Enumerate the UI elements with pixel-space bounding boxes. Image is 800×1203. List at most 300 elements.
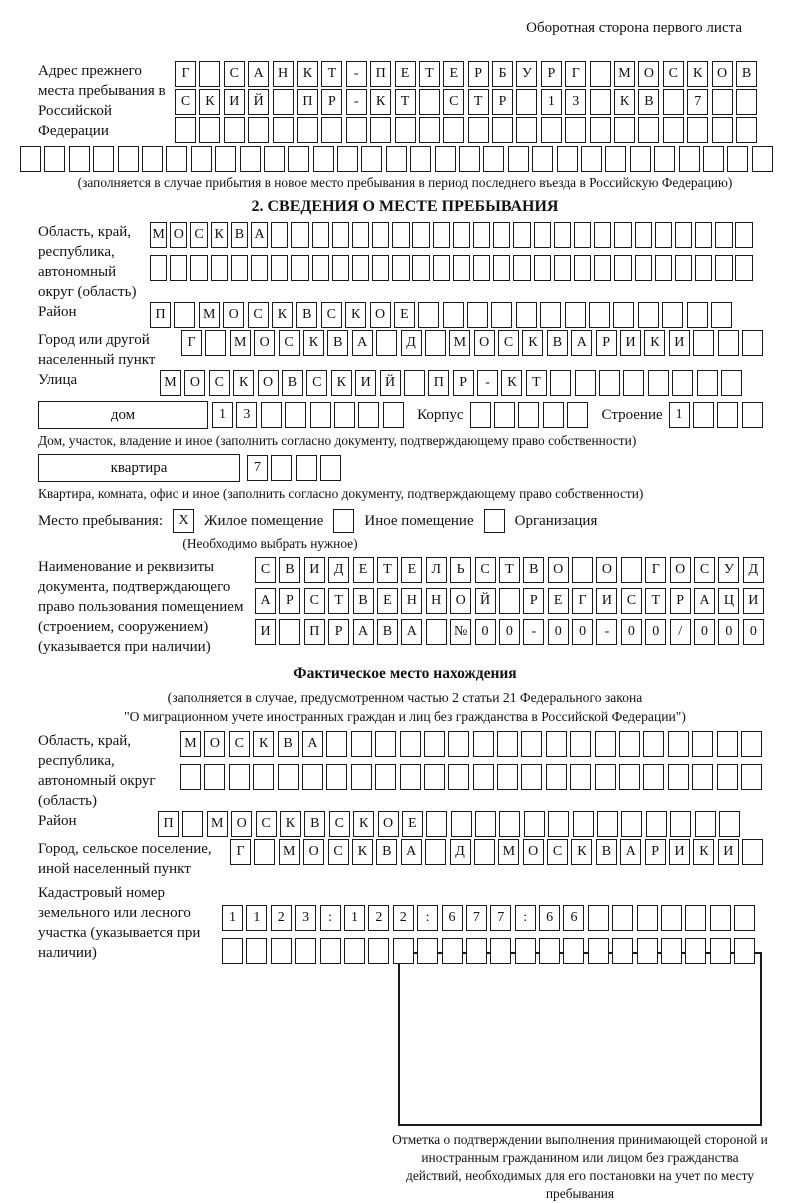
char-cell[interactable] — [715, 255, 732, 281]
char-cell[interactable] — [93, 146, 114, 172]
char-cell[interactable] — [619, 764, 640, 790]
char-cell[interactable] — [693, 330, 714, 356]
char-cell[interactable] — [443, 117, 464, 143]
char-cell[interactable]: С — [621, 588, 642, 614]
char-cell[interactable]: 2 — [368, 905, 389, 931]
char-cell[interactable]: Р — [328, 619, 349, 645]
char-cell[interactable]: К — [352, 839, 373, 865]
char-cell[interactable]: А — [302, 731, 323, 757]
char-cell[interactable] — [271, 938, 292, 964]
checkbox-other-premises[interactable] — [333, 509, 354, 533]
char-cell[interactable]: Е — [394, 302, 415, 328]
char-cell[interactable] — [425, 839, 446, 865]
char-cell[interactable]: В — [353, 588, 374, 614]
char-cell[interactable] — [361, 146, 382, 172]
char-cell[interactable] — [614, 222, 631, 248]
char-cell[interactable]: Р — [468, 61, 489, 87]
char-cell[interactable]: - — [596, 619, 617, 645]
char-cell[interactable]: С — [304, 588, 325, 614]
char-cell[interactable] — [490, 938, 511, 964]
char-cell[interactable] — [516, 117, 537, 143]
char-cell[interactable]: А — [571, 330, 592, 356]
char-cell[interactable]: С — [321, 302, 342, 328]
char-cell[interactable] — [142, 146, 163, 172]
char-cell[interactable]: 3 — [295, 905, 316, 931]
char-cell[interactable] — [567, 402, 588, 428]
char-cell[interactable] — [483, 146, 504, 172]
char-cell[interactable] — [638, 302, 659, 328]
char-cell[interactable]: С — [663, 61, 684, 87]
char-cell[interactable] — [550, 370, 571, 396]
char-cell[interactable]: И — [304, 557, 325, 583]
char-cell[interactable] — [419, 89, 440, 115]
char-cell[interactable]: 1 — [344, 905, 365, 931]
char-cell[interactable] — [675, 222, 692, 248]
char-cell[interactable]: О — [184, 370, 205, 396]
char-cell[interactable] — [570, 731, 591, 757]
char-cell[interactable]: А — [248, 61, 269, 87]
char-cell[interactable] — [426, 811, 447, 837]
char-cell[interactable] — [648, 370, 669, 396]
char-cell[interactable] — [741, 731, 762, 757]
char-cell[interactable]: Й — [380, 370, 401, 396]
char-cell[interactable]: 0 — [645, 619, 666, 645]
char-cell[interactable]: Т — [526, 370, 547, 396]
char-cell[interactable]: 6 — [563, 905, 584, 931]
char-cell[interactable] — [190, 255, 207, 281]
char-cell[interactable]: А — [401, 839, 422, 865]
char-cell[interactable] — [534, 222, 551, 248]
char-cell[interactable] — [418, 302, 439, 328]
char-cell[interactable]: Е — [402, 811, 423, 837]
char-cell[interactable] — [497, 731, 518, 757]
char-cell[interactable] — [313, 146, 334, 172]
char-cell[interactable] — [370, 117, 391, 143]
char-cell[interactable] — [224, 117, 245, 143]
char-cell[interactable]: В — [377, 619, 398, 645]
char-cell[interactable] — [475, 811, 496, 837]
char-cell[interactable] — [453, 255, 470, 281]
char-cell[interactable] — [695, 811, 716, 837]
char-cell[interactable] — [393, 938, 414, 964]
char-cell[interactable]: Д — [328, 557, 349, 583]
char-cell[interactable] — [712, 117, 733, 143]
char-cell[interactable] — [264, 146, 285, 172]
char-cell[interactable]: И — [718, 839, 739, 865]
house-box[interactable] — [38, 401, 208, 429]
char-cell[interactable]: С — [279, 330, 300, 356]
char-cell[interactable]: К — [345, 302, 366, 328]
char-cell[interactable] — [623, 370, 644, 396]
char-cell[interactable]: М — [150, 222, 167, 248]
char-cell[interactable] — [721, 370, 742, 396]
char-cell[interactable] — [425, 330, 446, 356]
char-cell[interactable]: 1 — [222, 905, 243, 931]
char-cell[interactable]: : — [320, 905, 341, 931]
char-cell[interactable]: 2 — [271, 905, 292, 931]
char-cell[interactable]: С — [175, 89, 196, 115]
char-cell[interactable]: О — [223, 302, 244, 328]
char-cell[interactable] — [687, 302, 708, 328]
char-cell[interactable]: О — [204, 731, 225, 757]
char-cell[interactable] — [386, 146, 407, 172]
char-cell[interactable] — [296, 455, 317, 481]
char-cell[interactable]: Т — [468, 89, 489, 115]
char-cell[interactable] — [612, 905, 633, 931]
char-cell[interactable]: М — [207, 811, 228, 837]
char-cell[interactable] — [199, 117, 220, 143]
char-cell[interactable] — [473, 222, 490, 248]
char-cell[interactable]: О — [670, 557, 691, 583]
char-cell[interactable] — [735, 255, 752, 281]
char-cell[interactable] — [254, 839, 275, 865]
char-cell[interactable]: К — [693, 839, 714, 865]
char-cell[interactable] — [554, 255, 571, 281]
char-cell[interactable] — [546, 731, 567, 757]
char-cell[interactable]: 0 — [572, 619, 593, 645]
char-cell[interactable]: И — [669, 330, 690, 356]
char-cell[interactable]: О — [378, 811, 399, 837]
char-cell[interactable]: Г — [181, 330, 202, 356]
char-cell[interactable] — [594, 222, 611, 248]
char-cell[interactable]: С — [329, 811, 350, 837]
char-cell[interactable]: С — [255, 557, 276, 583]
char-cell[interactable]: С — [475, 557, 496, 583]
char-cell[interactable]: Н — [401, 588, 422, 614]
char-cell[interactable]: Л — [426, 557, 447, 583]
char-cell[interactable]: Е — [353, 557, 374, 583]
char-cell[interactable] — [741, 764, 762, 790]
char-cell[interactable] — [541, 117, 562, 143]
char-cell[interactable] — [614, 255, 631, 281]
char-cell[interactable] — [229, 764, 250, 790]
char-cell[interactable]: В — [523, 557, 544, 583]
char-cell[interactable]: О — [370, 302, 391, 328]
char-cell[interactable] — [675, 255, 692, 281]
char-cell[interactable] — [166, 146, 187, 172]
char-cell[interactable] — [574, 255, 591, 281]
char-cell[interactable]: А — [401, 619, 422, 645]
char-cell[interactable]: М — [498, 839, 519, 865]
char-cell[interactable]: С — [547, 839, 568, 865]
char-cell[interactable] — [516, 302, 537, 328]
char-cell[interactable] — [205, 330, 226, 356]
char-cell[interactable] — [417, 938, 438, 964]
char-cell[interactable]: Ц — [718, 588, 739, 614]
char-cell[interactable]: 3 — [236, 402, 257, 428]
char-cell[interactable] — [334, 402, 355, 428]
char-cell[interactable]: Т — [377, 557, 398, 583]
char-cell[interactable] — [710, 905, 731, 931]
char-cell[interactable] — [351, 731, 372, 757]
char-cell[interactable] — [20, 146, 41, 172]
char-cell[interactable] — [468, 117, 489, 143]
char-cell[interactable] — [635, 255, 652, 281]
char-cell[interactable]: О — [474, 330, 495, 356]
char-cell[interactable] — [395, 117, 416, 143]
char-cell[interactable] — [613, 302, 634, 328]
char-cell[interactable]: 0 — [548, 619, 569, 645]
char-cell[interactable]: Ь — [450, 557, 471, 583]
char-cell[interactable]: Р — [279, 588, 300, 614]
char-cell[interactable] — [222, 938, 243, 964]
char-cell[interactable]: Р — [453, 370, 474, 396]
char-cell[interactable]: Д — [743, 557, 764, 583]
char-cell[interactable] — [546, 764, 567, 790]
char-cell[interactable] — [637, 938, 658, 964]
char-cell[interactable]: У — [516, 61, 537, 87]
char-cell[interactable]: А — [694, 588, 715, 614]
char-cell[interactable]: Р — [523, 588, 544, 614]
char-cell[interactable] — [594, 255, 611, 281]
char-cell[interactable] — [273, 117, 294, 143]
char-cell[interactable]: 0 — [499, 619, 520, 645]
char-cell[interactable] — [271, 455, 292, 481]
char-cell[interactable]: К — [233, 370, 254, 396]
char-cell[interactable] — [581, 146, 602, 172]
char-cell[interactable]: Р — [541, 61, 562, 87]
char-cell[interactable] — [466, 938, 487, 964]
char-cell[interactable]: 2 — [393, 905, 414, 931]
char-cell[interactable]: В — [736, 61, 757, 87]
char-cell[interactable] — [376, 330, 397, 356]
char-cell[interactable] — [459, 146, 480, 172]
char-cell[interactable]: О — [303, 839, 324, 865]
char-cell[interactable]: К — [522, 330, 543, 356]
char-cell[interactable]: П — [150, 302, 171, 328]
char-cell[interactable]: В — [547, 330, 568, 356]
char-cell[interactable] — [285, 402, 306, 428]
char-cell[interactable] — [383, 402, 404, 428]
char-cell[interactable] — [637, 905, 658, 931]
char-cell[interactable]: А — [352, 330, 373, 356]
char-cell[interactable] — [321, 117, 342, 143]
char-cell[interactable] — [736, 117, 757, 143]
char-cell[interactable] — [752, 146, 773, 172]
char-cell[interactable] — [326, 764, 347, 790]
char-cell[interactable]: Г — [572, 588, 593, 614]
char-cell[interactable] — [736, 89, 757, 115]
char-cell[interactable] — [595, 764, 616, 790]
char-cell[interactable] — [261, 402, 282, 428]
char-cell[interactable] — [302, 764, 323, 790]
char-cell[interactable] — [337, 146, 358, 172]
char-cell[interactable] — [518, 402, 539, 428]
char-cell[interactable] — [612, 938, 633, 964]
char-cell[interactable] — [703, 146, 724, 172]
char-cell[interactable]: С — [209, 370, 230, 396]
char-cell[interactable] — [513, 255, 530, 281]
char-cell[interactable] — [435, 146, 456, 172]
char-cell[interactable]: Т — [328, 588, 349, 614]
char-cell[interactable]: Т — [419, 61, 440, 87]
char-cell[interactable]: Т — [395, 89, 416, 115]
char-cell[interactable] — [493, 222, 510, 248]
char-cell[interactable] — [672, 370, 693, 396]
char-cell[interactable]: С — [694, 557, 715, 583]
char-cell[interactable]: К — [297, 61, 318, 87]
char-cell[interactable]: К — [501, 370, 522, 396]
char-cell[interactable] — [590, 61, 611, 87]
char-cell[interactable]: С — [190, 222, 207, 248]
char-cell[interactable]: 0 — [694, 619, 715, 645]
char-cell[interactable]: И — [743, 588, 764, 614]
char-cell[interactable] — [150, 255, 167, 281]
char-cell[interactable]: В — [638, 89, 659, 115]
char-cell[interactable] — [404, 370, 425, 396]
char-cell[interactable]: Р — [321, 89, 342, 115]
char-cell[interactable] — [565, 302, 586, 328]
char-cell[interactable]: М — [160, 370, 181, 396]
char-cell[interactable] — [717, 402, 738, 428]
char-cell[interactable]: 6 — [539, 905, 560, 931]
char-cell[interactable]: К — [253, 731, 274, 757]
char-cell[interactable]: К — [280, 811, 301, 837]
char-cell[interactable]: М — [279, 839, 300, 865]
char-cell[interactable]: - — [477, 370, 498, 396]
char-cell[interactable] — [424, 731, 445, 757]
char-cell[interactable] — [310, 402, 331, 428]
char-cell[interactable]: № — [450, 619, 471, 645]
char-cell[interactable]: П — [297, 89, 318, 115]
char-cell[interactable]: И — [596, 588, 617, 614]
char-cell[interactable] — [182, 811, 203, 837]
char-cell[interactable] — [204, 764, 225, 790]
char-cell[interactable] — [614, 117, 635, 143]
char-cell[interactable]: С — [229, 731, 250, 757]
char-cell[interactable]: И — [669, 839, 690, 865]
char-cell[interactable] — [175, 117, 196, 143]
char-cell[interactable]: С — [443, 89, 464, 115]
char-cell[interactable]: М — [199, 302, 220, 328]
char-cell[interactable] — [621, 557, 642, 583]
char-cell[interactable] — [661, 905, 682, 931]
char-cell[interactable] — [240, 146, 261, 172]
char-cell[interactable] — [630, 146, 651, 172]
char-cell[interactable] — [572, 557, 593, 583]
char-cell[interactable] — [332, 222, 349, 248]
char-cell[interactable] — [174, 302, 195, 328]
char-cell[interactable]: А — [620, 839, 641, 865]
char-cell[interactable]: Р — [670, 588, 691, 614]
char-cell[interactable] — [595, 731, 616, 757]
char-cell[interactable] — [295, 938, 316, 964]
char-cell[interactable]: Е — [401, 557, 422, 583]
char-cell[interactable]: Т — [321, 61, 342, 87]
char-cell[interactable] — [448, 764, 469, 790]
char-cell[interactable] — [453, 222, 470, 248]
char-cell[interactable]: И — [255, 619, 276, 645]
char-cell[interactable] — [474, 839, 495, 865]
char-cell[interactable]: О — [596, 557, 617, 583]
char-cell[interactable] — [663, 89, 684, 115]
char-cell[interactable]: 7 — [247, 455, 268, 481]
char-cell[interactable] — [590, 117, 611, 143]
char-cell[interactable] — [687, 117, 708, 143]
char-cell[interactable] — [643, 764, 664, 790]
char-cell[interactable] — [433, 255, 450, 281]
char-cell[interactable] — [392, 222, 409, 248]
char-cell[interactable] — [695, 255, 712, 281]
char-cell[interactable] — [278, 764, 299, 790]
char-cell[interactable] — [717, 764, 738, 790]
char-cell[interactable] — [605, 146, 626, 172]
char-cell[interactable] — [297, 117, 318, 143]
char-cell[interactable]: : — [515, 905, 536, 931]
char-cell[interactable] — [412, 222, 429, 248]
char-cell[interactable]: В — [279, 557, 300, 583]
char-cell[interactable]: Е — [548, 588, 569, 614]
char-cell[interactable]: Г — [645, 557, 666, 583]
char-cell[interactable]: У — [718, 557, 739, 583]
char-cell[interactable] — [368, 938, 389, 964]
char-cell[interactable] — [473, 731, 494, 757]
char-cell[interactable] — [473, 255, 490, 281]
char-cell[interactable] — [332, 255, 349, 281]
char-cell[interactable] — [679, 146, 700, 172]
char-cell[interactable] — [273, 89, 294, 115]
char-cell[interactable] — [734, 938, 755, 964]
char-cell[interactable] — [231, 255, 248, 281]
char-cell[interactable]: 1 — [212, 402, 233, 428]
char-cell[interactable] — [619, 731, 640, 757]
char-cell[interactable]: К — [687, 61, 708, 87]
char-cell[interactable] — [742, 330, 763, 356]
char-cell[interactable] — [693, 402, 714, 428]
char-cell[interactable] — [473, 764, 494, 790]
char-cell[interactable]: С — [248, 302, 269, 328]
char-cell[interactable] — [670, 811, 691, 837]
char-cell[interactable] — [412, 255, 429, 281]
char-cell[interactable] — [291, 255, 308, 281]
char-cell[interactable]: К — [644, 330, 665, 356]
char-cell[interactable] — [524, 811, 545, 837]
char-cell[interactable] — [557, 146, 578, 172]
char-cell[interactable] — [326, 731, 347, 757]
char-cell[interactable] — [540, 302, 561, 328]
char-cell[interactable] — [534, 255, 551, 281]
char-cell[interactable] — [513, 222, 530, 248]
char-cell[interactable]: С — [224, 61, 245, 87]
char-cell[interactable] — [118, 146, 139, 172]
char-cell[interactable] — [565, 117, 586, 143]
char-cell[interactable] — [358, 402, 379, 428]
char-cell[interactable]: Н — [273, 61, 294, 87]
char-cell[interactable] — [392, 255, 409, 281]
char-cell[interactable]: 7 — [466, 905, 487, 931]
char-cell[interactable]: Г — [565, 61, 586, 87]
char-cell[interactable]: Б — [492, 61, 513, 87]
char-cell[interactable] — [719, 811, 740, 837]
char-cell[interactable] — [467, 302, 488, 328]
char-cell[interactable] — [711, 302, 732, 328]
char-cell[interactable] — [692, 731, 713, 757]
char-cell[interactable] — [532, 146, 553, 172]
char-cell[interactable] — [563, 938, 584, 964]
char-cell[interactable] — [655, 255, 672, 281]
char-cell[interactable] — [499, 811, 520, 837]
char-cell[interactable] — [251, 255, 268, 281]
char-cell[interactable]: О — [712, 61, 733, 87]
char-cell[interactable]: Р — [645, 839, 666, 865]
char-cell[interactable]: В — [596, 839, 617, 865]
char-cell[interactable]: К — [211, 222, 228, 248]
char-cell[interactable] — [554, 222, 571, 248]
char-cell[interactable]: 3 — [565, 89, 586, 115]
char-cell[interactable] — [570, 764, 591, 790]
char-cell[interactable]: В — [296, 302, 317, 328]
char-cell[interactable]: 0 — [718, 619, 739, 645]
